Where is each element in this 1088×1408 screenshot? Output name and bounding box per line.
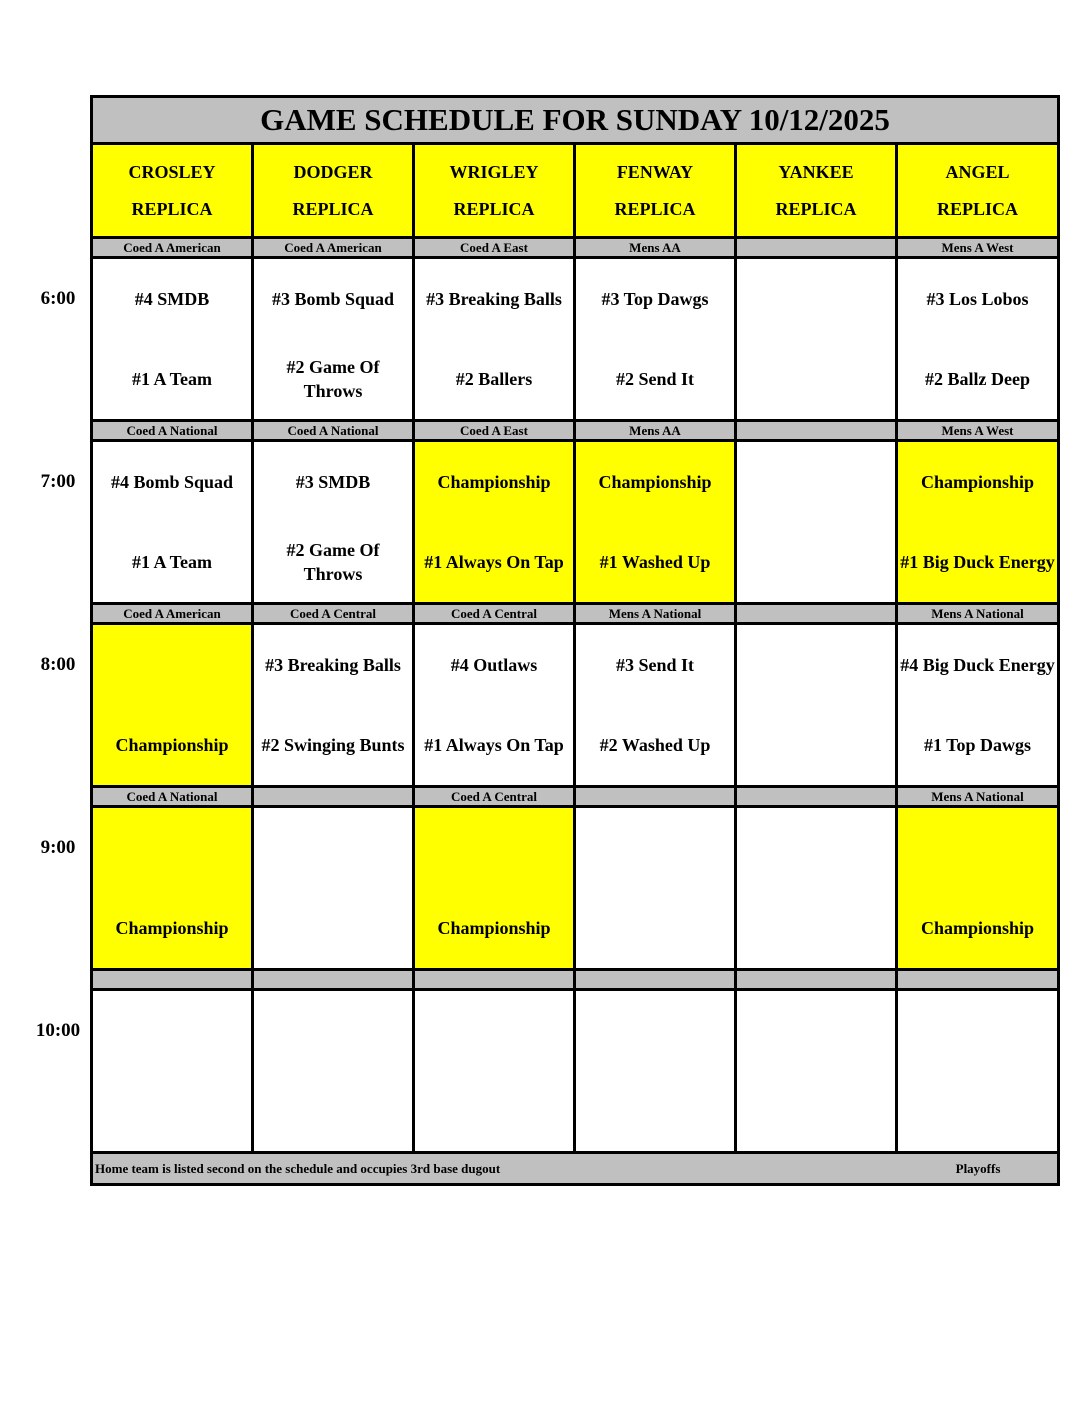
field-name: WRIGLEY — [449, 161, 539, 182]
division-label — [736, 970, 897, 990]
home-team: #2 Ballz Deep — [925, 369, 1030, 389]
field-name: FENWAY — [616, 161, 694, 182]
away-team — [737, 808, 895, 888]
game-cell — [736, 990, 897, 1153]
division-label: Coed A Central — [253, 604, 414, 624]
away-team: Championship — [598, 472, 712, 492]
away-team — [737, 442, 895, 522]
game-cell — [575, 990, 736, 1153]
field-subtitle: REPLICA — [937, 198, 1019, 219]
away-team: #3 Breaking Balls — [426, 289, 562, 309]
home-team: Championship — [115, 918, 229, 938]
home-team: #1 Big Duck Energy — [900, 552, 1055, 572]
home-team: #2 Ballers — [455, 369, 533, 389]
division-label — [736, 421, 897, 441]
division-label: Mens AA — [575, 238, 736, 258]
game-cell — [253, 807, 414, 970]
field-subtitle: REPLICA — [453, 198, 535, 219]
game-row — [92, 807, 1059, 970]
field-header — [897, 144, 1059, 238]
away-team: #3 Los Lobos — [926, 289, 1029, 309]
game-cell — [414, 807, 575, 970]
away-team — [576, 808, 734, 888]
division-label — [253, 970, 414, 990]
time-label: 7:00 — [40, 471, 76, 492]
home-team — [93, 1071, 251, 1151]
game-cell — [92, 990, 253, 1153]
division-label — [92, 970, 253, 990]
field-header — [253, 144, 414, 238]
division-label: Coed A American — [92, 604, 253, 624]
away-team: #3 Top Dawgs — [601, 289, 709, 309]
field-name: CROSLEY — [128, 161, 216, 182]
field-header — [575, 144, 736, 238]
away-team — [93, 808, 251, 888]
home-team: #1 Always On Tap — [424, 552, 564, 572]
game-cell — [736, 807, 897, 970]
home-team — [254, 888, 412, 968]
home-team: #2 Game Of Throws — [286, 357, 380, 401]
away-team — [254, 808, 412, 888]
division-label: Coed A East — [414, 238, 575, 258]
away-team: Championship — [437, 472, 551, 492]
division-label: Mens A West — [897, 421, 1059, 441]
division-label — [575, 787, 736, 807]
game-cell — [92, 441, 253, 604]
division-label: Coed A East — [414, 421, 575, 441]
home-team: #1 Washed Up — [599, 552, 711, 572]
game-row — [92, 990, 1059, 1153]
field-header — [414, 144, 575, 238]
game-cell — [575, 258, 736, 421]
away-team — [415, 991, 573, 1071]
game-cell — [897, 624, 1059, 787]
home-team: Championship — [920, 918, 1035, 938]
away-team: #3 SMDB — [295, 472, 371, 492]
footer-legend: Playoffs — [955, 1160, 1001, 1176]
game-cell — [736, 258, 897, 421]
game-cell — [897, 441, 1059, 604]
game-cell — [736, 441, 897, 604]
division-label — [736, 604, 897, 624]
home-team: #1 A Team — [131, 369, 213, 389]
division-label: Coed A American — [92, 238, 253, 258]
away-team — [415, 808, 573, 888]
footer-cell — [92, 1153, 1059, 1185]
field-subtitle: REPLICA — [131, 198, 213, 219]
away-team — [93, 991, 251, 1071]
away-team: #4 SMDB — [134, 289, 210, 309]
game-cell — [253, 990, 414, 1153]
home-team: #2 Game Of Throws — [286, 540, 380, 584]
home-team: #2 Washed Up — [599, 735, 711, 755]
home-team: #2 Swinging Bunts — [261, 735, 405, 755]
division-row — [92, 238, 1059, 258]
game-cell — [253, 258, 414, 421]
field-header — [736, 144, 897, 238]
division-label: Coed A American — [253, 238, 414, 258]
home-team — [737, 888, 895, 968]
away-team — [898, 991, 1057, 1071]
game-cell — [414, 441, 575, 604]
division-label — [253, 787, 414, 807]
game-row — [92, 258, 1059, 421]
division-label: Mens AA — [575, 421, 736, 441]
home-team — [737, 1071, 895, 1151]
away-team: #3 Bomb Squad — [271, 289, 395, 309]
away-team: #3 Send It — [615, 655, 695, 675]
division-label: Mens A National — [897, 787, 1059, 807]
game-cell — [575, 624, 736, 787]
division-label: Mens A National — [575, 604, 736, 624]
time-label: 8:00 — [40, 654, 76, 675]
division-label — [736, 238, 897, 258]
away-team — [898, 808, 1057, 888]
game-cell — [253, 441, 414, 604]
game-cell — [414, 258, 575, 421]
field-subtitle: REPLICA — [614, 198, 696, 219]
footer-row — [92, 1153, 1059, 1185]
field-header-row — [92, 144, 1059, 238]
home-team: #1 Top Dawgs — [923, 735, 1032, 755]
field-subtitle: REPLICA — [292, 198, 374, 219]
division-label: Mens A West — [897, 238, 1059, 258]
division-row — [92, 604, 1059, 624]
schedule-title: GAME SCHEDULE FOR SUNDAY 10/12/2025 — [92, 97, 1059, 144]
game-cell — [897, 990, 1059, 1153]
game-cell — [414, 624, 575, 787]
home-team: Championship — [115, 735, 229, 755]
division-label: Coed A Central — [414, 604, 575, 624]
time-label: 9:00 — [40, 837, 76, 858]
division-row — [92, 787, 1059, 807]
division-label — [897, 970, 1059, 990]
home-team: #2 Send It — [615, 369, 695, 389]
away-team: #4 Big Duck Energy — [900, 655, 1055, 675]
game-cell — [414, 990, 575, 1153]
away-team — [737, 625, 895, 705]
away-team: #4 Outlaws — [450, 655, 538, 675]
division-label: Coed A National — [92, 421, 253, 441]
game-cell — [575, 441, 736, 604]
field-name: ANGEL — [945, 161, 1010, 182]
home-team — [737, 522, 895, 602]
division-label: Mens A National — [897, 604, 1059, 624]
home-team — [254, 1071, 412, 1151]
home-team — [576, 1071, 734, 1151]
game-cell — [897, 258, 1059, 421]
home-team — [737, 339, 895, 419]
home-team — [576, 888, 734, 968]
home-team: #1 Always On Tap — [424, 735, 564, 755]
home-team — [415, 1071, 573, 1151]
division-row — [92, 421, 1059, 441]
game-cell — [253, 624, 414, 787]
away-team — [93, 625, 251, 705]
away-team: #4 Bomb Squad — [110, 472, 234, 492]
away-team — [576, 991, 734, 1071]
away-team — [737, 991, 895, 1071]
home-team: #1 A Team — [131, 552, 213, 572]
game-cell — [92, 258, 253, 421]
footer-note: Home team is listed second on the schedule and occupies 3rd base dugout — [95, 1160, 501, 1176]
game-row — [92, 441, 1059, 604]
division-label: Coed A National — [92, 787, 253, 807]
away-team — [254, 991, 412, 1071]
division-row — [92, 970, 1059, 990]
game-cell — [575, 807, 736, 970]
game-cell — [92, 807, 253, 970]
division-label — [575, 970, 736, 990]
field-subtitle: REPLICA — [775, 198, 857, 219]
home-team: Championship — [437, 918, 551, 938]
division-label — [736, 787, 897, 807]
field-header — [92, 144, 253, 238]
game-cell — [92, 624, 253, 787]
schedule-table — [90, 95, 1060, 1186]
away-team: Championship — [920, 472, 1035, 492]
division-label: Coed A Central — [414, 787, 575, 807]
away-team — [737, 259, 895, 339]
time-label: 6:00 — [40, 288, 76, 309]
away-team: #3 Breaking Balls — [265, 655, 401, 675]
game-cell — [897, 807, 1059, 970]
game-row — [92, 624, 1059, 787]
field-name: YANKEE — [778, 161, 854, 182]
division-label: Coed A National — [253, 421, 414, 441]
field-name: DODGER — [293, 161, 373, 182]
time-label: 10:00 — [35, 1020, 81, 1041]
game-cell — [736, 624, 897, 787]
division-label — [414, 970, 575, 990]
home-team — [898, 1071, 1057, 1151]
home-team — [737, 705, 895, 785]
